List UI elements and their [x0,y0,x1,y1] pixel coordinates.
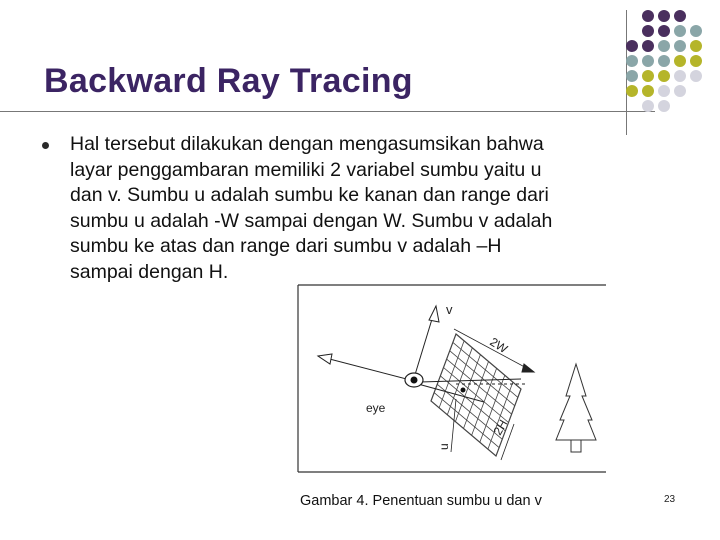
decor-dot [658,55,670,67]
decor-dot [658,100,670,112]
slide-title: Backward Ray Tracing [44,62,413,100]
decor-dot [690,70,702,82]
width-label-2w: 2W [487,334,511,357]
bullet-marker [42,142,49,149]
decor-dot [642,40,654,52]
decor-dot [642,10,654,22]
axis-label-u: u [437,443,451,450]
height-label-2h: 2H [490,417,511,438]
decor-dot [626,40,638,52]
decor-dot [674,70,686,82]
decor-dot [626,70,638,82]
page-number: 23 [664,494,676,505]
decor-dot [642,25,654,37]
ray-tracing-figure [296,284,608,474]
decor-dot [674,25,686,37]
decor-dot [690,25,702,37]
decor-dot [658,70,670,82]
decor-dot [690,55,702,67]
decor-dot [642,85,654,97]
body-paragraph [70,132,670,285]
decor-dot [690,40,702,52]
figure-caption: Gambar 4. Penentuan sumbu u dan v [300,493,542,509]
body-line: layar penggambaran memiliki 2 variabel sumbu yaitu u [70,158,542,181]
decor-dot [674,40,686,52]
body-line: sumbu ke atas dan range dari sumbu v adalah –H [70,235,502,257]
body-line: Hal tersebut dilakukan dengan mengasumsikan bahwa [70,133,544,155]
decor-dot [626,55,638,67]
axis-label-v: v [446,302,453,317]
decor-dot [674,85,686,97]
decor-dot [658,85,670,97]
decor-dot [658,25,670,37]
body-line: dan v. Sumbu u adalah sumbu ke kanan dan range dari [70,184,549,206]
body-line: sampai dengan H. [70,260,229,283]
decor-dot [658,40,670,52]
decor-dot [642,70,654,82]
decor-dot [626,85,638,97]
decor-dot [674,55,686,67]
tree-icon [556,364,596,452]
eye-label: eye [366,401,386,415]
view-screen-grid [431,334,521,456]
decor-dot [642,55,654,67]
decorative-dot-grid [640,10,720,110]
title-divider [0,111,655,112]
decor-dot [658,10,670,22]
decor-dot [674,10,686,22]
body-line: sumbu u adalah -W sampai dengan W. Sumbu v adalah [70,209,553,232]
decor-dot [642,100,654,112]
